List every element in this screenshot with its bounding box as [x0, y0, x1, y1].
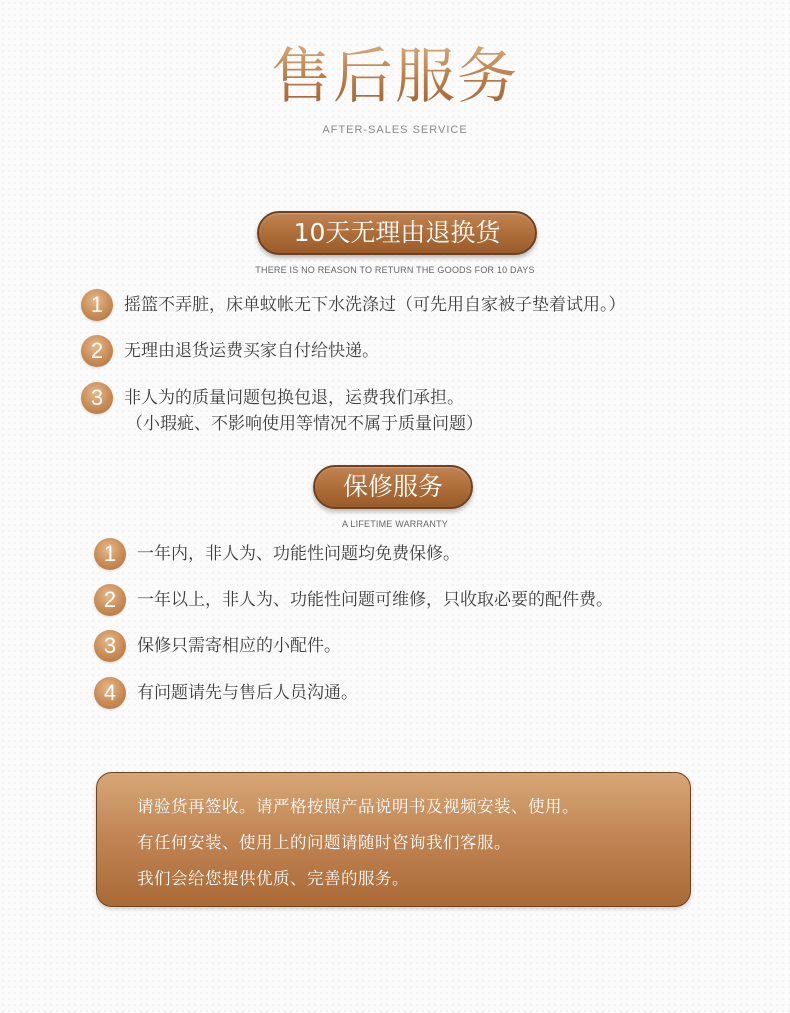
return-policy-subtitle: THERE IS NO REASON TO RETURN THE GOODS FOR 10 DAYS	[255, 265, 535, 275]
return-policy-item-note: （小瑕疵、不影响使用等情况不属于质量问题）	[126, 414, 483, 434]
return-policy-item-text	[124, 382, 483, 437]
number-badge: 2	[94, 584, 126, 616]
page-subtitle: AFTER-SALES SERVICE	[322, 124, 468, 136]
number-badge: 2	[81, 335, 113, 367]
warranty-badge: 保修服务	[313, 465, 473, 509]
number-badge: 1	[94, 538, 126, 570]
warranty-item-text: 一年内，非人为、功能性问题均免费保修。	[137, 544, 460, 564]
return-policy-item-text: 摇篮不弄脏，床单蚊帐无下水洗涤过（可先用自家被子垫着试用。）	[124, 295, 626, 315]
return-policy-item	[81, 289, 626, 321]
notice-box	[96, 772, 691, 907]
number-badge: 1	[81, 289, 113, 321]
return-policy-item-line: 非人为的质量问题包换包退，运费我们承担。	[124, 388, 464, 408]
return-policy-badge: 10天无理由退换货	[257, 211, 537, 255]
warranty-item	[94, 677, 358, 709]
warranty-item-text: 保修只需寄相应的小配件。	[137, 636, 341, 656]
number-badge: 4	[94, 677, 126, 709]
warranty-item-text: 一年以上，非人为、功能性问题可维修，只收取必要的配件费。	[137, 590, 613, 610]
number-badge: 3	[81, 382, 113, 414]
warranty-item	[94, 630, 341, 662]
warranty-item-text: 有问题请先与售后人员沟通。	[137, 683, 358, 703]
warranty-subtitle: A LIFETIME WARRANTY	[342, 519, 448, 529]
notice-line: 请验货再签收。请严格按照产品说明书及视频安装、使用。	[137, 797, 579, 816]
number-badge: 3	[94, 630, 126, 662]
return-policy-item	[81, 335, 379, 367]
page-title: 售后服务	[0, 38, 790, 116]
notice-line: 有任何安装、使用上的问题请随时咨询我们客服。	[137, 833, 511, 852]
return-policy-item	[81, 382, 483, 437]
warranty-item	[94, 538, 460, 570]
warranty-item	[94, 584, 613, 616]
return-policy-item-text: 无理由退货运费买家自付给快递。	[124, 341, 379, 361]
notice-line: 我们会给您提供优质、完善的服务。	[137, 869, 409, 888]
